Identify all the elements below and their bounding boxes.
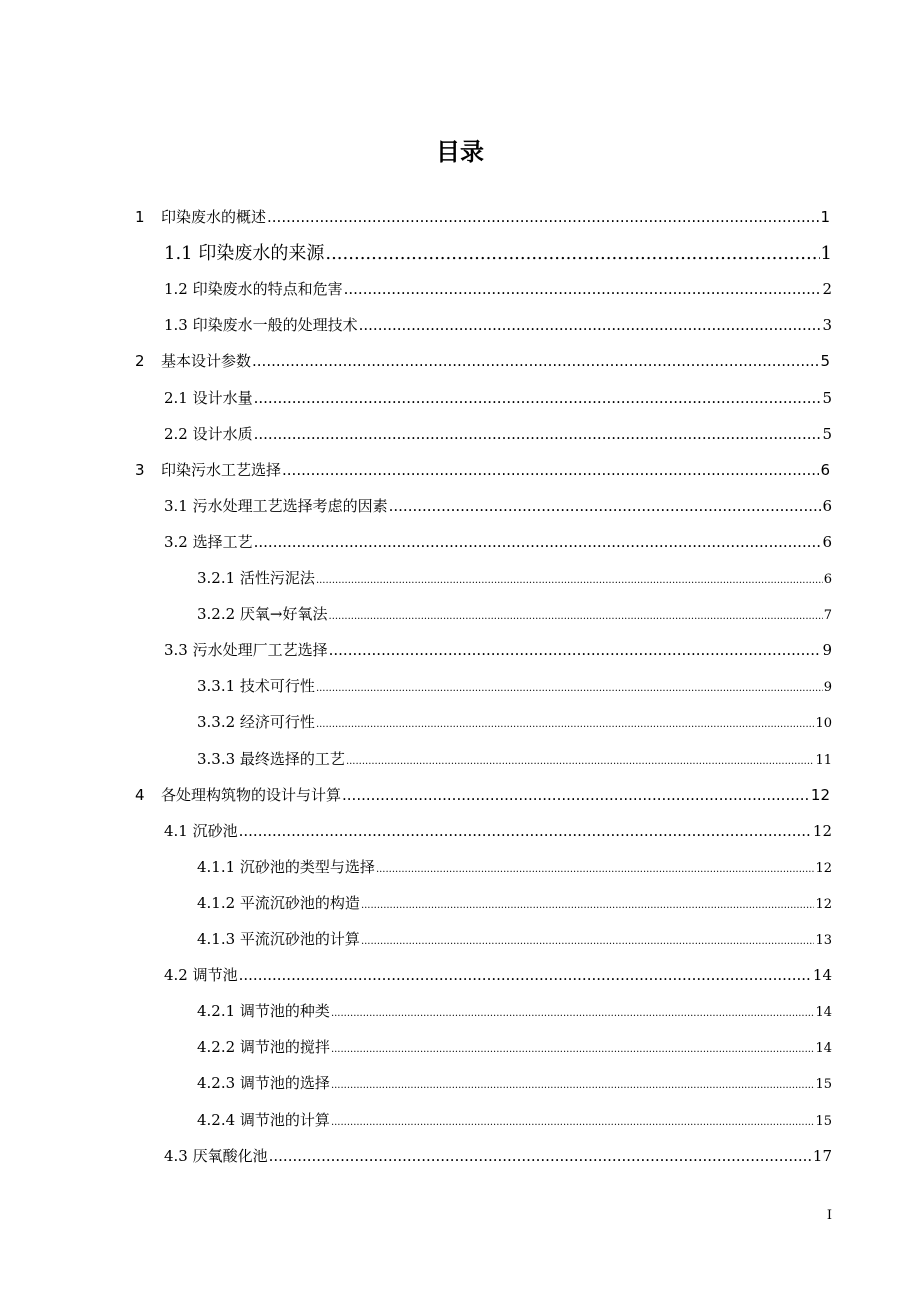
toc-leader-dots <box>331 1044 815 1055</box>
toc-leader-dots <box>316 683 823 694</box>
toc-leader-dots <box>254 389 822 407</box>
toc-leader-dots <box>252 352 819 370</box>
toc-entry-page: 14 <box>815 1041 832 1057</box>
toc-leader-dots <box>254 533 822 551</box>
toc-entry[interactable] <box>197 928 832 949</box>
toc-entry-title: 3.1 污水处理工艺选择考虑的因素 <box>164 496 388 515</box>
toc-entry-page: 14 <box>815 1005 832 1021</box>
toc-entry-page: 15 <box>815 1113 832 1129</box>
toc-entry[interactable] <box>197 1109 832 1130</box>
toc-entry[interactable] <box>164 964 832 985</box>
toc-leader-dots <box>329 611 823 622</box>
toc-entry[interactable] <box>164 495 832 516</box>
toc-leader-dots <box>342 786 810 804</box>
toc-entry[interactable] <box>135 459 830 480</box>
toc-leader-dots <box>376 864 815 875</box>
toc-entry-number: 1 <box>135 208 145 226</box>
page-title: 目录 <box>436 138 484 166</box>
toc-entry-title: 印染污水工艺选择 <box>161 460 282 479</box>
toc-entry-title: 4.1.3 平流沉砂池的计算 <box>197 930 360 948</box>
toc-entry[interactable] <box>197 1072 832 1093</box>
toc-entry-title: 4.2.3 调节池的选择 <box>197 1074 330 1093</box>
toc-entry-page: 7 <box>823 608 832 624</box>
toc-entry[interactable] <box>197 1000 832 1021</box>
toc-entry-title: 3.2 选择工艺 <box>164 532 253 551</box>
toc-entry-title: 4.2.2 调节池的搅拌 <box>197 1038 330 1057</box>
toc-leader-dots <box>344 280 822 298</box>
toc-entry-title: 3.2.1 活性污泥法 <box>197 569 315 587</box>
toc-entry-page: 11 <box>815 752 832 768</box>
page-number: I <box>826 1208 832 1223</box>
toc-entry[interactable] <box>164 239 832 265</box>
toc-entry-title: 4.1.1 沉砂池的类型与选择 <box>197 857 375 876</box>
toc-entry-title: 3.3.3 最终选择的工艺 <box>197 749 345 768</box>
toc-entry[interactable] <box>164 1145 832 1166</box>
toc-entry[interactable] <box>164 820 832 841</box>
toc-entry-title: 3.3.1 技术可行性 <box>197 677 315 696</box>
toc-entry-title: 4.2 调节池 <box>164 966 238 985</box>
toc-entry-page: 6 <box>823 572 832 587</box>
toc-entry-page: 9 <box>822 641 832 660</box>
toc-leader-dots <box>346 756 815 767</box>
toc-entry[interactable] <box>197 892 832 913</box>
toc-entry-page: 12 <box>810 785 830 804</box>
toc-leader-dots <box>361 936 815 947</box>
toc-entry[interactable] <box>164 387 832 408</box>
toc-entry-page: 12 <box>812 821 832 840</box>
toc-leader-dots <box>254 425 822 443</box>
toc-entry[interactable] <box>197 567 832 588</box>
toc-entry[interactable] <box>197 603 832 624</box>
toc-entry-page: 13 <box>815 933 832 948</box>
toc-entry-title: 1.3 印染废水一般的处理技术 <box>164 316 358 335</box>
toc-entry-page: 15 <box>815 1077 832 1093</box>
toc-entry[interactable] <box>135 206 830 227</box>
toc-leader-dots <box>389 497 822 515</box>
toc-entry[interactable] <box>135 350 830 371</box>
toc-entry-page: 6 <box>822 496 832 515</box>
toc-entry-page: 6 <box>822 532 832 551</box>
toc-entry-title: 4.1 沉砂池 <box>164 821 238 840</box>
toc-entry-number: 3 <box>135 460 145 479</box>
toc-entry-title: 4.1.2 平流沉砂池的构造 <box>197 893 360 912</box>
toc-entry[interactable] <box>135 784 830 805</box>
toc-entry-page: 12 <box>815 896 832 912</box>
toc-entry-page: 2 <box>822 280 832 299</box>
toc-leader-dots <box>361 900 815 911</box>
toc-entry-title: 2.2 设计水质 <box>164 424 253 443</box>
toc-entry[interactable] <box>164 423 832 444</box>
toc-entry[interactable] <box>197 675 832 696</box>
toc-entry-number: 4 <box>135 785 145 804</box>
toc-entry-title: 3.3.2 经济可行性 <box>197 713 315 732</box>
toc-entry[interactable] <box>197 856 832 877</box>
toc-entry[interactable] <box>197 748 832 769</box>
toc-entry-page: 5 <box>822 424 832 443</box>
toc-leader-dots <box>316 575 823 586</box>
toc-entry-page: 17 <box>812 1146 832 1165</box>
toc-entry-title: 4.3 厌氧酸化池 <box>164 1146 268 1165</box>
toc-entry-title: 1.2 印染废水的特点和危害 <box>164 280 343 299</box>
toc-leader-dots <box>359 316 822 334</box>
toc-entry[interactable] <box>197 711 832 732</box>
toc-entry-title: 各处理构筑物的设计与计算 <box>161 785 342 804</box>
toc-leader-dots <box>316 719 815 730</box>
toc-entry-page: 10 <box>815 716 832 732</box>
toc-entry-title: 基本设计参数 <box>161 352 252 371</box>
toc-entry-page: 12 <box>815 860 832 876</box>
toc-entry-page: 5 <box>822 388 832 407</box>
toc-leader-dots <box>267 208 819 226</box>
toc-entry[interactable] <box>164 639 832 660</box>
toc-entry-page: 1 <box>820 208 830 226</box>
toc-entry-page: 6 <box>820 460 830 479</box>
toc-entry[interactable] <box>197 1036 832 1057</box>
toc-leader-dots <box>239 966 812 984</box>
toc-leader-dots <box>331 1080 815 1091</box>
toc-entry-page: 3 <box>822 316 832 335</box>
toc-entry-page: 1 <box>820 243 832 265</box>
toc-entry[interactable] <box>164 278 832 299</box>
toc-leader-dots <box>239 822 812 840</box>
toc-leader-dots <box>269 1147 812 1165</box>
toc-entry-page: 14 <box>812 966 832 985</box>
toc-entry-number: 2 <box>135 352 145 371</box>
toc-entry-page: 5 <box>820 352 830 371</box>
toc-entry[interactable] <box>164 314 832 335</box>
toc-entry-title: 1.1 印染废水的来源 <box>164 243 325 265</box>
toc-entry-title: 3.2.2 厌氧→好氧法 <box>197 605 328 624</box>
toc-leader-dots <box>325 243 819 264</box>
toc-leader-dots <box>329 641 822 659</box>
toc-leader-dots <box>331 1117 815 1128</box>
toc-entry-title: 3.3 污水处理厂工艺选择 <box>164 641 328 660</box>
toc-entry-page: 9 <box>823 680 832 696</box>
toc-leader-dots <box>282 461 819 479</box>
toc-leader-dots <box>331 1008 815 1019</box>
toc-entry[interactable] <box>164 531 832 552</box>
toc-entry-title: 印染废水的概述 <box>161 208 267 226</box>
toc-entry-title: 4.2.4 调节池的计算 <box>197 1110 330 1129</box>
toc-entry-title: 4.2.1 调节池的种类 <box>197 1002 330 1021</box>
toc-entry-title: 2.1 设计水量 <box>164 388 253 407</box>
